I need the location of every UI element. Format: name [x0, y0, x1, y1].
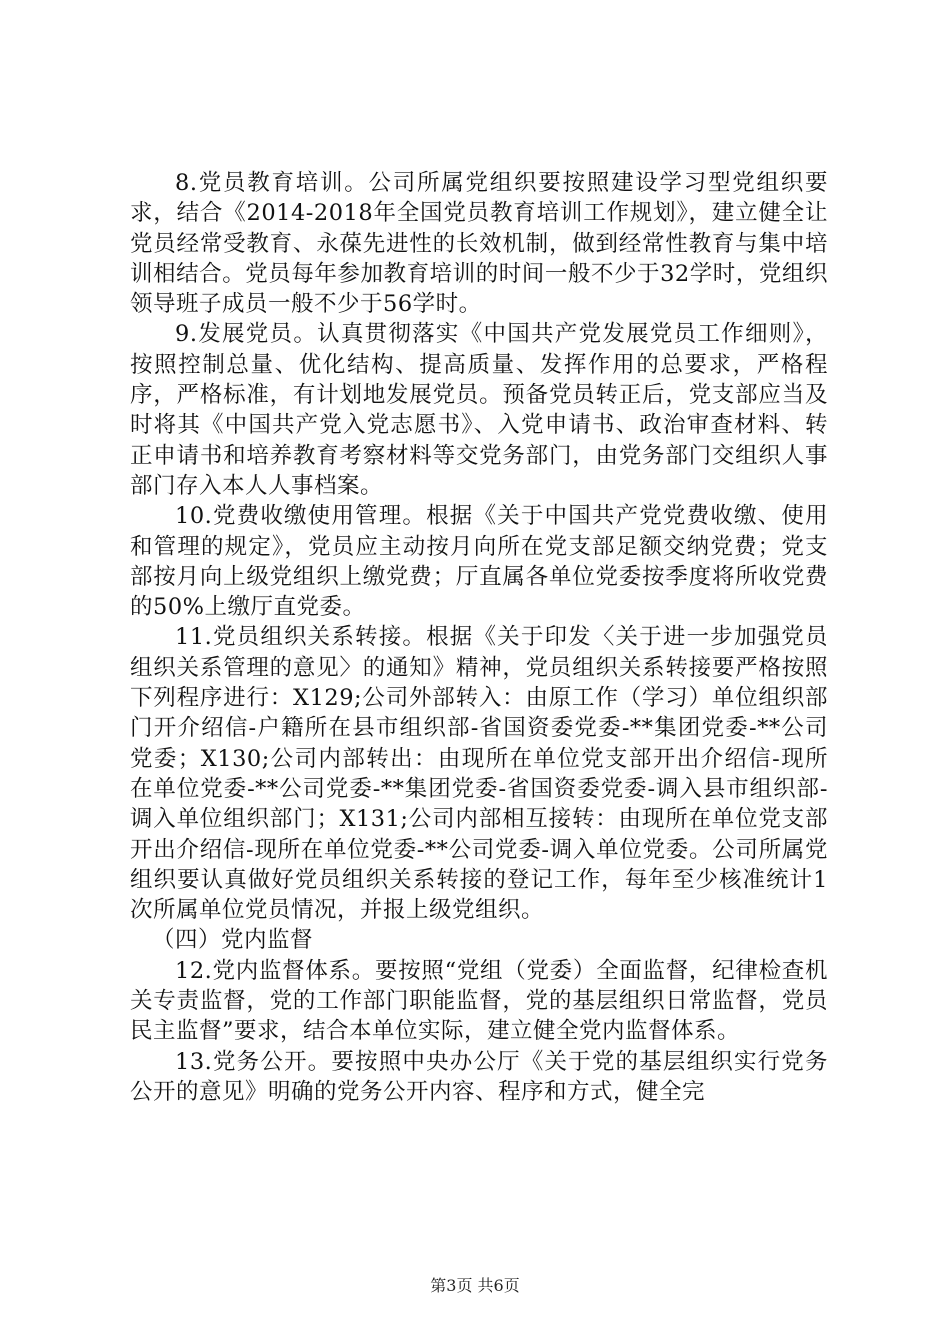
paragraph-organization-relationship-transfer: 11.党员组织关系转接。根据《关于印发〈关于进一步加强党员组织关系管理的意见〉的通知》精神，党员组织关系转接要严格按照下列程序进行：X129;公司外部转入：由原工作（学习）单位组织部门开介绍信-户籍所在县市组织部-省国资委党委-**集团党委-**公司党委；X130;公司内部转出：由现所在单位党支部开出介绍信-现所在单位党委-**公司党委-**集团党委-省国资委党委-调入县市组织部-调入单位组织部门；X131;公司内部相互接转：由现所在单位党支部开出介绍信-现所在单位党委-**公司党委-调入单位党委。公司所属党组织要认真做好党员组织关系转接的登记工作，每年至少核准统计1次所属单位党员情况，并报上级党组织。 — [130, 624, 828, 924]
document-body — [130, 168, 828, 1107]
page-number-footer: 第3页 共6页 — [430, 1276, 520, 1295]
paragraph-internal-supervision-system: 12.党内监督体系。要按照“党组（党委）全面监督，纪律检查机关专责监督，党的工作部门职能监督，党的基层组织日常监督，党员民主监督”要求，结合本单位实际，建立健全党内监督体系。 — [130, 957, 828, 1045]
section-heading-internal-supervision: （四）党内监督 — [152, 927, 314, 954]
paragraph-party-dues-management: 10.党费收缴使用管理。根据《关于中国共产党党费收缴、使用和管理的规定》，党员应主动按月向所在党支部足额交纳党费；党支部按月向上级党组织上缴党费；厅直属各单位党委按季度将所收党费的50%上缴厅直党委。 — [130, 503, 828, 621]
paragraph-party-affairs-disclosure: 13.党务公开。要按照中央办公厅《关于党的基层组织实行党务公开的意见》明确的党务公开内容、程序和方式，健全完 — [130, 1048, 828, 1105]
paragraph-party-member-education: 8.党员教育培训。公司所属党组织要按照建设学习型党组织要求，结合《2014-2018年全国党员教育培训工作规划》，建立健全让党员经常受教育、永葆先进性的长效机制，做到经常性教育与集中培训相结合。党员每年参加教育培训的时间一般不少于32学时，党组织领导班子成员一般不少于56学时。 — [130, 170, 828, 318]
paragraph-party-member-development: 9.发展党员。认真贯彻落实《中国共产党发展党员工作细则》，按照控制总量、优化结构、提高质量、发挥作用的总要求，严格程序，严格标准，有计划地发展党员。预备党员转正后，党支部应当及时将其《中国共产党入党志愿书》、入党申请书、政治审查材料、转正申请书和培养教育考察材料等交党务部门，由党务部门交组织人事部门存入本人人事档案。 — [130, 321, 828, 499]
